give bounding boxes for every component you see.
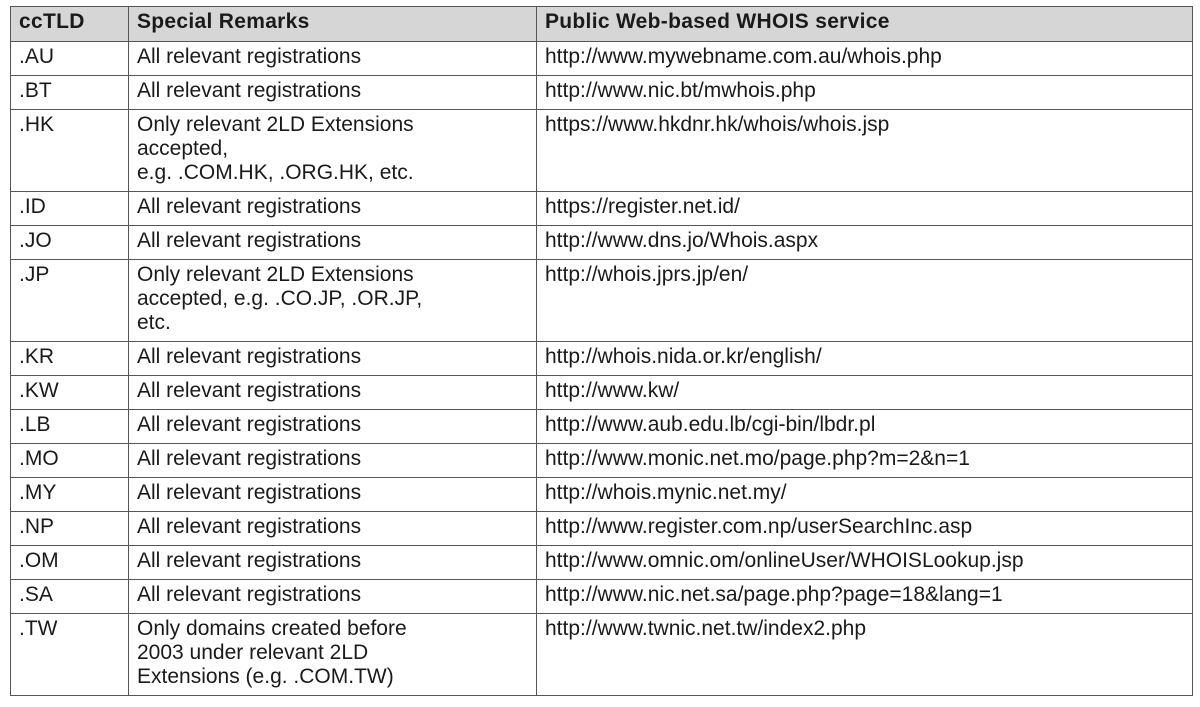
cctld-cell: .JP	[11, 260, 129, 342]
table-body	[11, 42, 1193, 696]
cctld-cell: .KR	[11, 342, 129, 376]
whois-url-cell: http://www.monic.net.mo/page.php?m=2&n=1	[537, 444, 1193, 478]
cctld-cell: .SA	[11, 580, 129, 614]
whois-url-cell: http://www.aub.edu.lb/cgi-bin/lbdr.pl	[537, 410, 1193, 444]
remark-line: accepted,	[137, 137, 229, 160]
special-remarks-cell	[129, 410, 537, 444]
remark-line: All relevant registrations	[137, 549, 362, 572]
whois-url-cell: http://whois.jprs.jp/en/	[537, 260, 1193, 342]
table-row	[11, 376, 1193, 410]
remark-line: e.g. .COM.HK, .ORG.HK, etc.	[137, 161, 414, 184]
special-remarks-cell	[129, 444, 537, 478]
whois-url-cell: http://www.twnic.net.tw/index2.php	[537, 614, 1193, 696]
cctld-cell: .TW	[11, 614, 129, 696]
whois-url-cell: http://whois.nida.or.kr/english/	[537, 342, 1193, 376]
remark-line: All relevant registrations	[137, 413, 362, 436]
cctld-cell: .ID	[11, 192, 129, 226]
remark-line: All relevant registrations	[137, 481, 362, 504]
remark-line: Only relevant 2LD Extensions	[137, 263, 414, 286]
whois-url-cell: http://www.mywebname.com.au/whois.php	[537, 42, 1193, 76]
special-remarks-cell	[129, 226, 537, 260]
special-remarks-cell	[129, 580, 537, 614]
whois-url-cell: http://www.nic.net.sa/page.php?page=18&lang=1	[537, 580, 1193, 614]
whois-url-cell: http://www.nic.bt/mwhois.php	[537, 76, 1193, 110]
special-remarks-cell	[129, 260, 537, 342]
cctld-cell: .AU	[11, 42, 129, 76]
remark-line: All relevant registrations	[137, 447, 362, 470]
cctld-cell: .BT	[11, 76, 129, 110]
remark-line: Extensions (e.g. .COM.TW)	[137, 665, 394, 688]
whois-url-cell: https://register.net.id/	[537, 192, 1193, 226]
table-row	[11, 512, 1193, 546]
remark-line: etc.	[137, 311, 171, 334]
header-special-remarks: Special Remarks	[129, 7, 537, 42]
whois-url-cell: http://www.register.com.np/userSearchInc.asp	[537, 512, 1193, 546]
header-whois-service: Public Web-based WHOIS service	[537, 7, 1193, 42]
table-row	[11, 76, 1193, 110]
special-remarks-cell	[129, 512, 537, 546]
remark-line: All relevant registrations	[137, 379, 362, 402]
table-row	[11, 478, 1193, 512]
remark-line: All relevant registrations	[137, 79, 362, 102]
table-row	[11, 614, 1193, 696]
special-remarks-cell	[129, 42, 537, 76]
table-header	[11, 7, 1193, 42]
cctld-cell: .MO	[11, 444, 129, 478]
table-row	[11, 410, 1193, 444]
cctld-cell: .MY	[11, 478, 129, 512]
cctld-cell: .KW	[11, 376, 129, 410]
remark-line: All relevant registrations	[137, 195, 362, 218]
table-row	[11, 444, 1193, 478]
whois-url-cell: http://www.omnic.om/onlineUser/WHOISLookup.jsp	[537, 546, 1193, 580]
whois-url-cell: http://whois.mynic.net.my/	[537, 478, 1193, 512]
remark-line: All relevant registrations	[137, 345, 362, 368]
remark-line: accepted, e.g. .CO.JP, .OR.JP,	[137, 287, 423, 310]
cctld-cell: .HK	[11, 110, 129, 192]
special-remarks-cell	[129, 192, 537, 226]
table-row	[11, 192, 1193, 226]
header-cctld: ccTLD	[11, 7, 129, 42]
special-remarks-cell	[129, 376, 537, 410]
cctld-cell: .LB	[11, 410, 129, 444]
special-remarks-cell	[129, 110, 537, 192]
whois-url-cell: https://www.hkdnr.hk/whois/whois.jsp	[537, 110, 1193, 192]
table-row	[11, 546, 1193, 580]
table-row	[11, 226, 1193, 260]
whois-url-cell: http://www.kw/	[537, 376, 1193, 410]
special-remarks-cell	[129, 478, 537, 512]
table-row	[11, 260, 1193, 342]
special-remarks-cell	[129, 76, 537, 110]
table-row	[11, 110, 1193, 192]
special-remarks-cell	[129, 342, 537, 376]
remark-line: All relevant registrations	[137, 45, 362, 68]
table-row	[11, 42, 1193, 76]
cctld-cell: .NP	[11, 512, 129, 546]
remark-line: Only domains created before	[137, 617, 407, 640]
remark-line: Only relevant 2LD Extensions	[137, 113, 414, 136]
remark-line: All relevant registrations	[137, 583, 362, 606]
cctld-cell: .OM	[11, 546, 129, 580]
whois-url-cell: http://www.dns.jo/Whois.aspx	[537, 226, 1193, 260]
remark-line: All relevant registrations	[137, 229, 362, 252]
cctld-cell: .JO	[11, 226, 129, 260]
whois-table-container	[10, 6, 1192, 696]
cctld-whois-table	[10, 6, 1193, 696]
table-row	[11, 580, 1193, 614]
remark-line: 2003 under relevant 2LD	[137, 641, 369, 664]
special-remarks-cell	[129, 614, 537, 696]
special-remarks-cell	[129, 546, 537, 580]
remark-line: All relevant registrations	[137, 515, 362, 538]
header-row	[11, 7, 1193, 42]
table-row	[11, 342, 1193, 376]
